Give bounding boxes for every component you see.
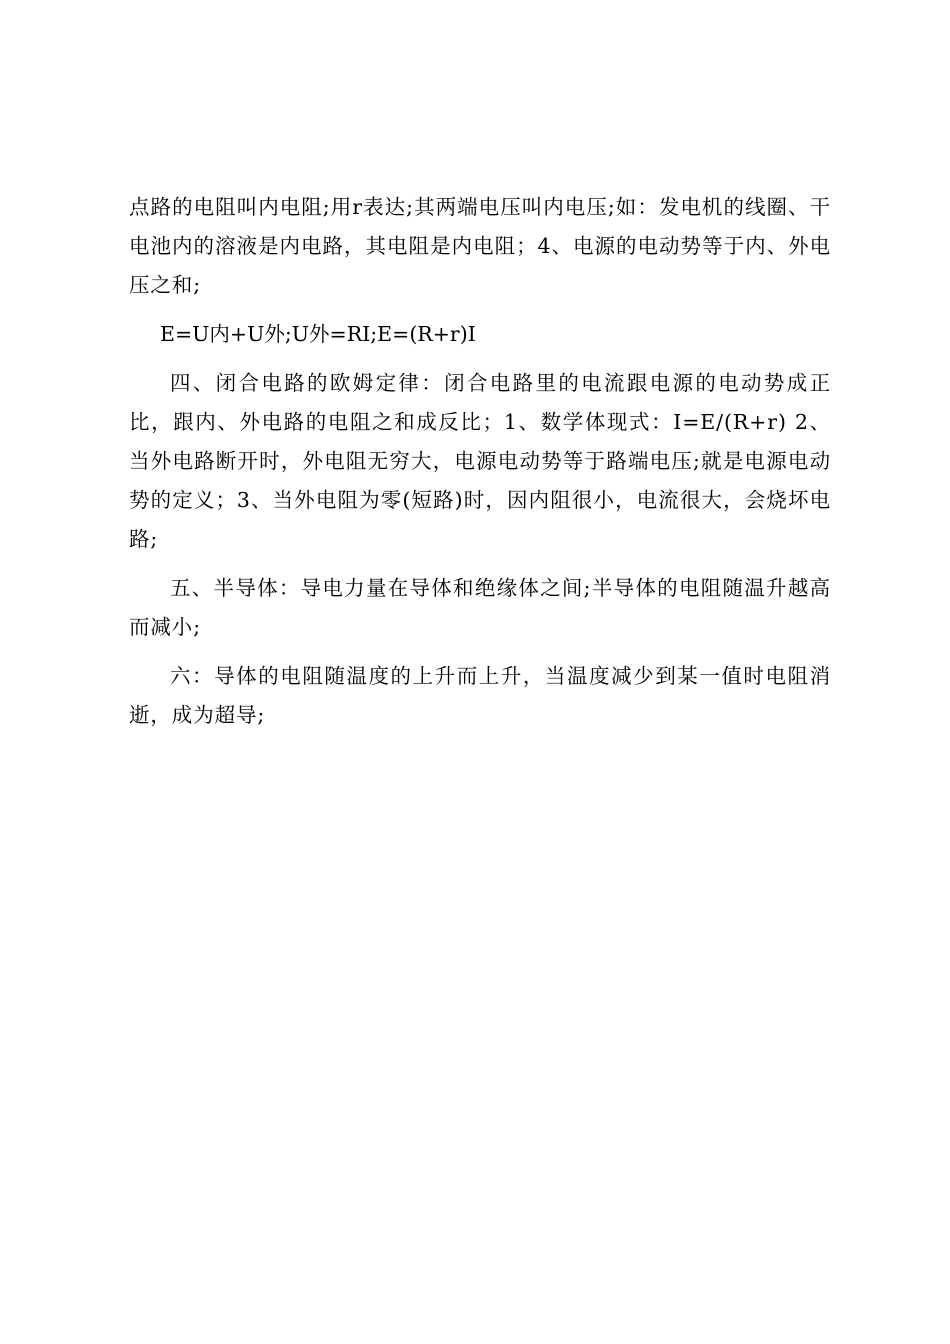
paragraph-emf-formula: E=U内+U外;U外=RI;E=(R+r)I — [160, 322, 476, 346]
paragraph-semiconductor: 五、半导体：导电力量在导体和绝缘体之间;半导体的电阻随温升越高而减小; — [129, 576, 831, 639]
paragraph-superconductor: 六：导体的电阻随温度的上升而上升，当温度减少到某一值时电阻消逝，成为超导; — [129, 664, 831, 727]
paragraph-internal-resistance: 点路的电阻叫内电阻;用r表达;其两端电压叫内电压;如：发电机的线圈、干电池内的溶液是内电路，其电阻是内电阻；4、电源的电动势等于内、外电压之和; — [129, 195, 831, 297]
document-body — [129, 188, 831, 745]
paragraph-closed-circuit-ohms-law: 四、闭合电路的欧姆定律：闭合电路里的电流跟电源的电动势成正比，跟内、外电路的电阻之和成反比；1、数学体现式：I=E/(R+r) 2、当外电路断开时，外电阻无穷大，电源电动势等于路端电压;就是电源电动势的定义；3、当外电阻为零(短路)时，因内阻很小，电流很大，会烧坏电路; — [129, 371, 831, 551]
